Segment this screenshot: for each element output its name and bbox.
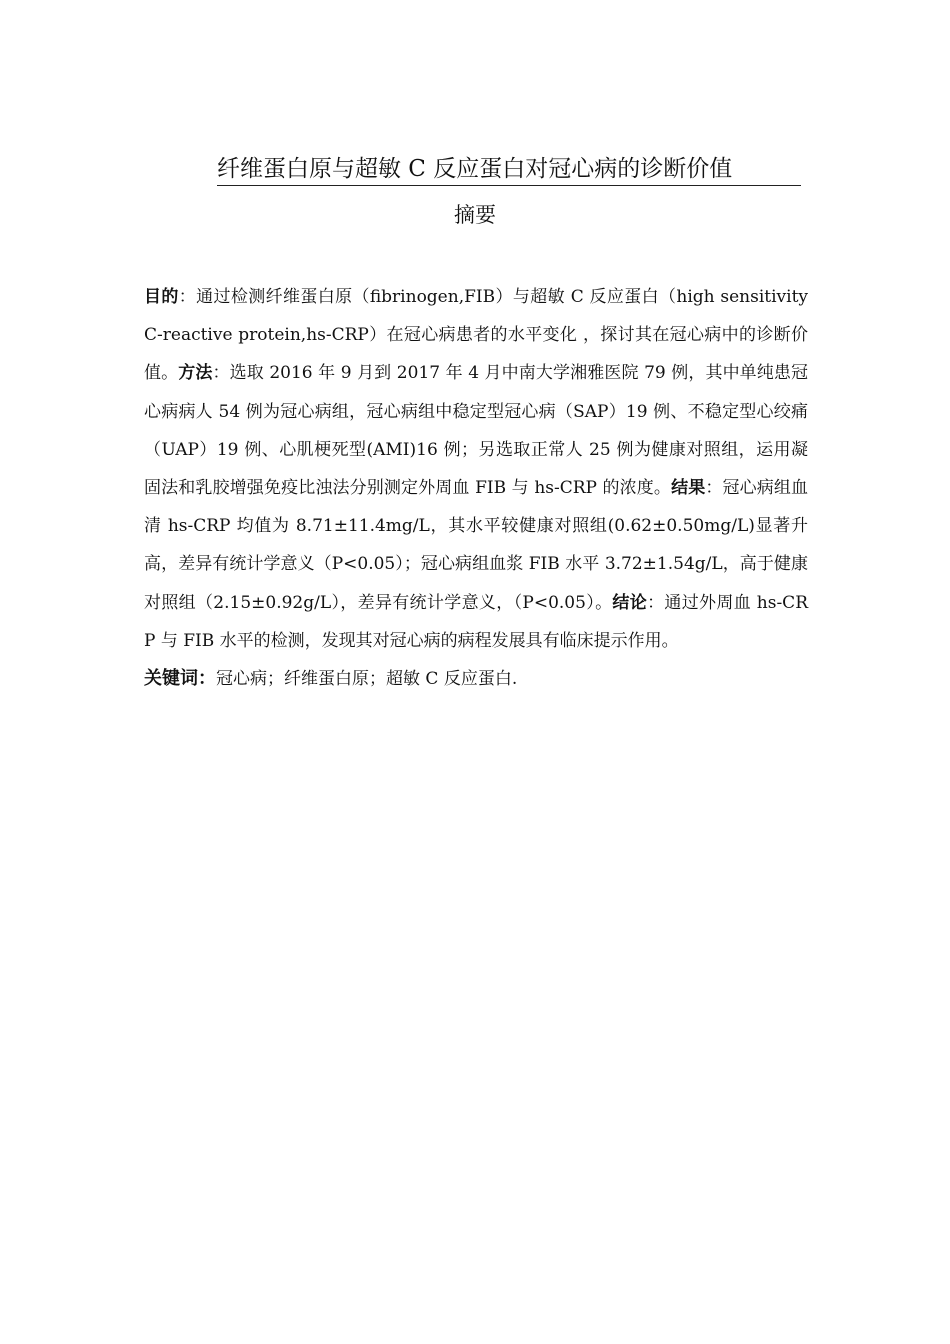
methods-label: 方法 — [178, 363, 213, 384]
keywords-line — [144, 669, 517, 689]
purpose-label: 目的 — [144, 287, 179, 307]
abstract-body — [144, 278, 808, 698]
abstract-heading: 摘要 — [454, 203, 496, 227]
methods-text: ：选取 2016 年 9 月到 2017 年 4 月中南大学湘雅医院 79 例，其中单纯患冠心病病人 54 例为冠心病组，冠心病组中稳定型冠心病（SAP）19 例、不稳定型心绞痛（UAP）19 例、心肌梗死型(AMI)16 例；另选取正常人 25 例为健康对照组，运用凝固法和乳胶增强免疫比浊法分别测定外周血 FIB 与 hs-CRP 的浓度。 — [144, 363, 809, 499]
conclusion-text: ：通过外周血 hs-CRP 与 FIB 水平的检测，发现其对冠心病的病程发展具有临床提示作用。 — [144, 592, 808, 651]
results-text: ：冠心病组血清 hs-CRP 均值为 8.71±11.4mg/L，其水平较健康对照组(0.62±0.50mg/L)显著升高，差异有统计学意义（P<0.05）；冠心病组血浆 FIB 水平 3.72±1.54g/L，高于健康对照组（2.15±0.92g/L），差异有统计学意义，（P<0.05）。 — [144, 478, 809, 613]
purpose-text: ：通过检测纤维蛋白原（fibrinogen,FIB）与超敏 C 反应蛋白（high sensitivity C-reactive protein,hs-CRP）在冠心病患者的水平变化 ，探讨其在冠心病中的诊断价值。 — [144, 287, 809, 384]
conclusion-label: 结论 — [612, 592, 648, 613]
title-underline — [217, 153, 801, 186]
keywords-label: 关键词： — [144, 668, 216, 690]
results-label: 结果 — [671, 478, 706, 499]
keywords-text: 冠心病；纤维蛋白原；超敏 C 反应蛋白. — [216, 669, 518, 690]
document-title: 纤维蛋白原与超敏 C 反应蛋白对冠心病的诊断价值 — [217, 156, 733, 182]
